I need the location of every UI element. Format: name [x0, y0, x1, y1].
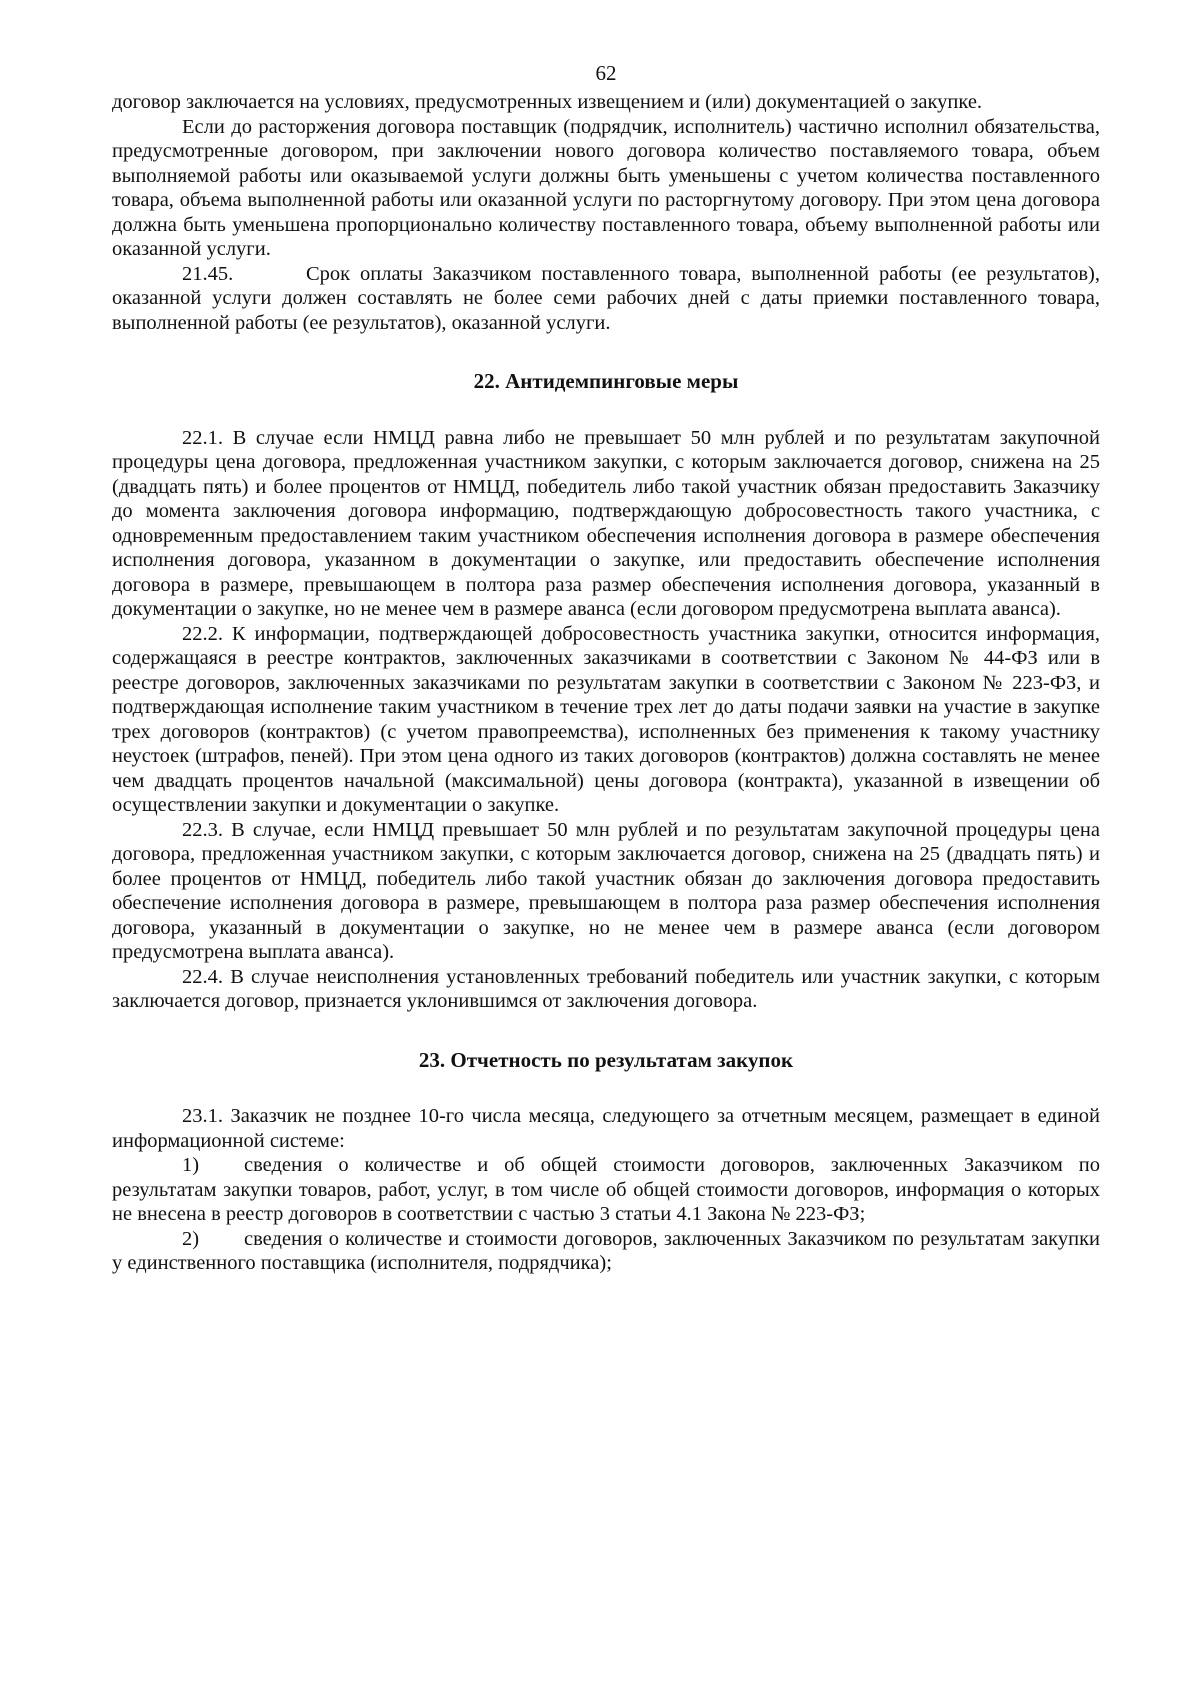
clause-text: Срок оплаты Заказчиком поставленного товара, выполненной работы (ее результатов), оказанной услуги должен составлять не более семи рабочих дней с даты приемки поставленного товара, выполненной работы (ее результатов), оказанной услуги.: [112, 262, 1100, 334]
list-item: [112, 1227, 1100, 1276]
clause-21-45: [112, 262, 1100, 336]
clause-number: 21.45.: [182, 262, 234, 285]
section-22-title: 22. Антидемпинговые меры: [473, 369, 739, 393]
paragraph-contract-terms: договор заключается на условиях, предусмотренных извещением и (или) документацией о закупке.: [112, 91, 983, 113]
list-item-text: сведения о количестве и об общей стоимости договоров, заключенных Заказчиком по результатам закупки товаров, работ, услуг, в том числе об общей стоимости договоров, информация о которых не внесена в реестр договоров в соответствии с частью 3 статьи 4.1 Закона № 223-ФЗ;: [112, 1154, 1100, 1225]
list-item-text: сведения о количестве и стоимости договоров, заключенных Заказчиком по результатам закупки у единственного поставщика (исполнителя, подрядчика);: [112, 1227, 1100, 1274]
list-item: [112, 1153, 1100, 1227]
paragraph-23-1: 23.1. Заказчик не позднее 10-го числа месяца, следующего за отчетным месяцем, размещает в единой информационной системе:: [112, 1105, 1100, 1152]
paragraph-22-4: 22.4. В случае неисполнения установленных требований победитель или участник закупки, с которым заключается договор, признается уклонившимся от заключения договора.: [112, 965, 1100, 1012]
section-23-title: 23. Отчетность по результатам закупок: [418, 1047, 794, 1072]
list-item-number: 2): [182, 1227, 200, 1250]
paragraph-termination: Если до расторжения договора поставщик (подрядчик, исполнитель) частично исполнил обязательства, предусмотренные договором, при заключении нового договора количество поставляемого товара, объем выполняемой работы или оказываемой услуги должны быть уменьшены с учетом количества поставленного товара, объема выполненной работы или оказанной услуги по расторгнутому договору. При этом цена договора должна быть уменьшена пропорционально количеству поставленного товара, объему выполненной работы или оказанной услуги.: [112, 115, 1100, 260]
paragraph-22-1: 22.1. В случае если НМЦД равна либо не превышает 50 млн рублей и по результатам закупочной процедуры цена договора, предложенная участником закупки, с которым заключается договор, снижена на 25 (двадцать пять) и более процентов от НМЦД, победитель либо такой участник обязан предоставить Заказчику до момента заключения договора информацию, подтверждающую добросовестность такого участника, с одновременным предоставлением таким участником обеспечения исполнения договора в размере обеспечения исполнения договора, указанном в документации о закупке, или предоставить обеспечение исполнения договора в размере, превышающем в полтора раза размер обеспечения исполнения договора, указанный в документации о закупке, но не менее чем в размере аванса (если договором предусмотрена выплата аванса).: [112, 426, 1100, 620]
list-item-number: 1): [182, 1154, 200, 1176]
paragraph-22-3: 22.3. В случае, если НМЦД превышает 50 млн рублей и по результатам закупочной процедуры цена договора, предложенная участником закупки, с которым заключается договор, снижена на 25 (двадцать пять) и более процентов от НМЦД, победитель либо такой участник обязан до заключения договора предоставить обеспечение исполнения договора в размере, превышающем в полтора раза размер обеспечения исполнения договора, указанный в документации о закупке, но не менее чем в размере аванса (если договором предусмотрена выплата аванса).: [112, 818, 1100, 963]
page-number: 62: [595, 61, 617, 85]
paragraph-22-2: 22.2. К информации, подтверждающей добросовестность участника закупки, относится информация, содержащаяся в реестре контрактов, заключенных заказчиками в соответствии с Законом № 44-ФЗ или в реестре договоров, заключенных заказчиками по результатам закупки в соответствии с Законом № 223-ФЗ, и подтверждающая исполнение таким участником в течение трех лет до даты подачи заявки на участие в закупке трех договоров (контрактов) (с учетом правопреемства), исполненных без применения к такому участнику неустоек (штрафов, пеней). При этом цена одного из таких договоров (контрактов) должна составлять не менее чем двадцать процентов начальной (максимальной) цены договора (контракта), указанной в извещении об осуществлении закупки и документации о закупке.: [112, 622, 1100, 816]
